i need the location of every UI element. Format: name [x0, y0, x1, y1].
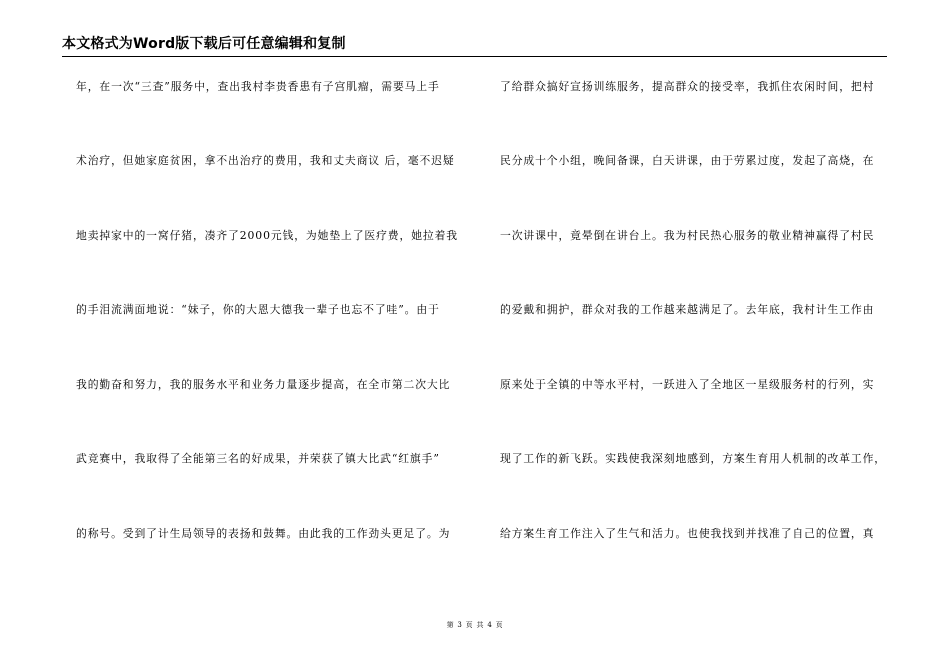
text-line: 原来处于全镇的中等水平村，一跃进入了全地区一星级服务村的行列，实 [500, 378, 875, 391]
page-number: 第 3 页 共 4 页 [446, 621, 504, 629]
text-line: 武竞赛中，我取得了全能第三名的好成果，并荣获了镇大比武“红旗手” [76, 452, 440, 465]
page-header [62, 36, 887, 57]
text-line: 的爱戴和拥护，群众对我的工作越来越满足了。去年底，我村计生工作由 [500, 303, 875, 316]
text-line: 的称号。受到了计生局领导的表扬和鼓舞。由此我的工作劲头更足了。为 [76, 527, 451, 540]
text-line: 现了工作的新飞跃。实践使我深刻地感到，方案生育用人机制的改革工作， [500, 452, 886, 465]
text-line: 年，在一次“三查”服务中，查出我村李贵香患有子宫肌瘤，需要马上手 [76, 80, 440, 93]
text-line: 给方案生育工作注入了生气和活力。也使我找到并找准了自己的位置，真 [500, 527, 875, 540]
text-line: 地卖掉家中的一窝仔猪，凑齐了2000元钱，为她垫上了医疗费，她拉着我 [76, 229, 458, 242]
text-line: 民分成十个小组，晚间备课，白天讲课，由于劳累过度，发起了高烧，在 [500, 154, 875, 167]
text-line: 一次讲课中，竟晕倒在讲台上。我为村民热心服务的敬业精神赢得了村民 [500, 229, 875, 242]
text-line: 了给群众搞好宣扬训练服务，提高群众的接受率，我抓住农闲时间，把村 [500, 80, 875, 93]
text-line: 的手泪流满面地说：“妹子，你的大恩大德我一辈子也忘不了哇”。由于 [76, 303, 440, 316]
text-line: 术治疗，但她家庭贫困，拿不出治疗的费用，我和丈夫商议 后，毫不迟疑 [76, 154, 455, 167]
text-line: 我的勤奋和努力，我的服务水平和业务力量逐步提高，在全市第二次大比 [76, 378, 451, 391]
page-header-title: 本文格式为Word版下载后可任意编辑和复制 [62, 36, 346, 52]
